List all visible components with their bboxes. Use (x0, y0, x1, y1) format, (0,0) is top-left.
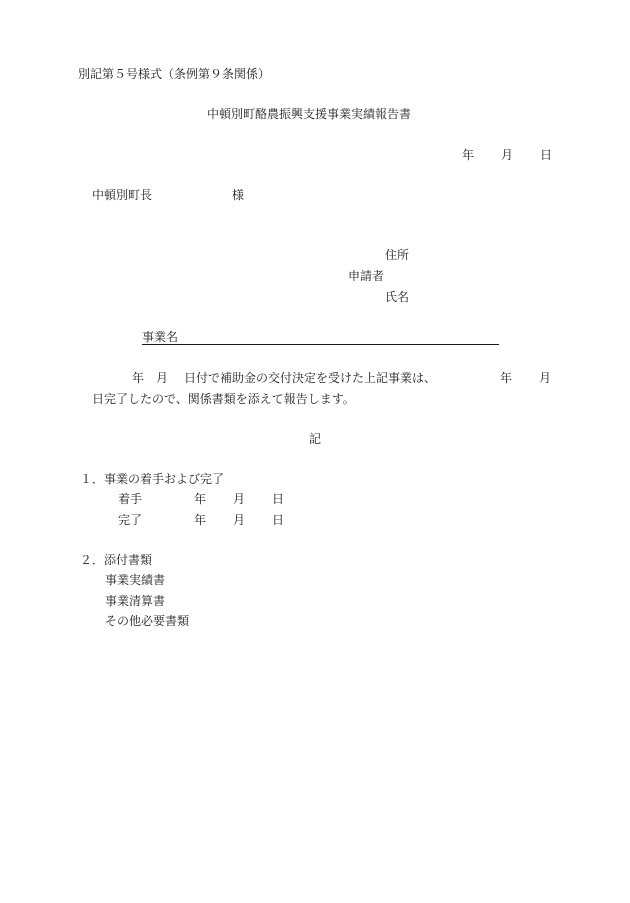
body-line2: 日完了したので、関係書類を添えて報告します。 (92, 392, 355, 406)
attachment-item: 事業実績書 (105, 573, 166, 587)
ki-heading: 記 (309, 432, 322, 446)
body-month2: 月 (539, 371, 552, 385)
section2-heading: ２．添付書類 (80, 553, 153, 567)
date-year: 年 (462, 148, 475, 162)
document-title: 中頓別町酪農振興支援事業実績報告書 (207, 107, 412, 121)
addressee-name: 中頓別町長 (92, 188, 153, 202)
body-month1: 月 (156, 371, 169, 385)
project-name-underline (142, 344, 499, 345)
address-label: 住所 (385, 248, 410, 262)
name-label: 氏名 (385, 290, 410, 304)
applicant-label: 申請者 (348, 269, 385, 283)
form-label: 別記第５号様式（条例第９条関係） (78, 67, 271, 81)
date-day: 日 (540, 148, 553, 162)
row-complete-day: 日 (272, 513, 285, 527)
project-name-label: 事業名 (142, 330, 179, 344)
row-start-day: 日 (272, 492, 285, 506)
attachment-item: その他必要書類 (105, 614, 190, 628)
row-complete-year: 年 (194, 513, 207, 527)
row-start-year: 年 (194, 492, 207, 506)
body-day-text: 日付で補助金の交付決定を受けた上記事業は、 (184, 371, 437, 385)
row-start-label: 着手 (118, 492, 143, 506)
body-year2: 年 (500, 371, 513, 385)
row-complete-label: 完了 (118, 513, 143, 527)
addressee-honorific: 様 (232, 188, 245, 202)
section1-heading: １．事業の着手および完了 (80, 472, 225, 486)
row-complete-month: 月 (233, 513, 246, 527)
body-year1: 年 (132, 371, 145, 385)
date-month: 月 (501, 148, 514, 162)
attachment-item: 事業清算書 (105, 594, 166, 608)
row-start-month: 月 (233, 492, 246, 506)
